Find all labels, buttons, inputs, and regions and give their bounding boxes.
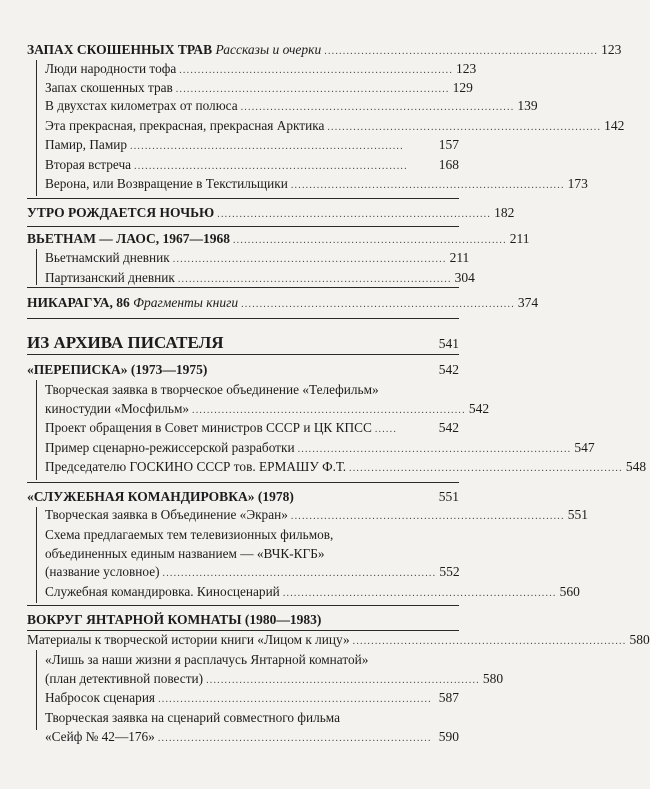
bracket-line: [36, 650, 37, 730]
toc-entry[interactable]: [45, 250, 470, 268]
page-number: 551: [567, 507, 588, 522]
toc-entry[interactable]: [45, 584, 580, 602]
leader-dots: ..........................................................................: [241, 299, 515, 310]
entry-title: Проект обращения в Совет министров СССР и ЦК КПСС: [45, 420, 372, 435]
toc-entry-line[interactable]: Творческая заявка в творческое объединение «Телефильм»: [45, 382, 379, 397]
page-number: 548: [625, 459, 647, 474]
entry-title: Материалы к творческой истории книги «Лицом к лицу»: [27, 632, 350, 647]
section-title: НИКАРАГУА, 86: [27, 295, 130, 310]
section-title: ЗАПАХ СКОШЕННЫХ ТРАВ: [27, 42, 213, 57]
page-number: 139: [517, 98, 538, 113]
section-heading-vietnam[interactable]: [27, 231, 530, 249]
page-number: 560: [559, 584, 580, 599]
toc-entry[interactable]: [45, 564, 459, 582]
toc-entry[interactable]: [45, 98, 538, 116]
leader-dots: ..........................................................................: [232, 235, 507, 246]
toc-entry[interactable]: [45, 137, 459, 155]
page-number: 157: [438, 137, 459, 152]
toc-entry[interactable]: [45, 80, 473, 98]
entry-title: киностудии «Мосфильм»: [45, 401, 190, 416]
entry-title: (название условное): [45, 564, 160, 579]
page-number: 129: [452, 80, 473, 95]
page-number: 590: [438, 729, 459, 744]
bracket-line: [36, 507, 37, 603]
leader-dots: ..........................................................................: [297, 444, 572, 455]
entry-title: Набросок сценария: [45, 690, 156, 705]
page-number: 580: [482, 671, 504, 686]
section-rule: [27, 287, 459, 288]
leader-dots: ..........................................................................: [192, 405, 466, 416]
toc-entry[interactable]: [45, 61, 477, 79]
toc-entry-line[interactable]: «Лишь за наши жизни я расплачусь Янтарной комнатой»: [45, 652, 369, 667]
page-number: 547: [574, 440, 595, 455]
page-number: 182: [494, 205, 515, 220]
toc-entry[interactable]: [45, 440, 595, 458]
toc-entry[interactable]: [27, 632, 650, 650]
section-rule: [27, 354, 459, 355]
section-heading-archive[interactable]: [27, 333, 459, 354]
page-number: 211: [509, 231, 530, 246]
leader-dots: ..........................................................................: [217, 209, 492, 220]
leader-dots: ..........................................................................: [290, 511, 565, 522]
toc-entry[interactable]: [45, 729, 459, 747]
section-title: «ПЕРЕПИСКА» (1973—1975): [27, 362, 208, 377]
section-title: ИЗ АРХИВА ПИСАТЕЛЯ: [27, 333, 224, 352]
section-title: УТРО РОЖДАЕТСЯ НОЧЬЮ: [27, 205, 215, 220]
entry-title: (план детективной повести): [45, 671, 204, 686]
toc-entry[interactable]: [45, 270, 475, 288]
leader-dots: ..........................................................................: [290, 180, 565, 191]
entry-title: Люди народности тофа: [45, 61, 177, 76]
page-number: 173: [567, 176, 588, 191]
toc-entry[interactable]: [45, 118, 625, 136]
section-heading-komandirovka[interactable]: [27, 489, 294, 505]
page-number: 123: [456, 61, 477, 76]
toc-entry[interactable]: [45, 157, 459, 175]
toc-entry-line[interactable]: Творческая заявка на сценарий совместного фильма: [45, 710, 341, 725]
page-number: 580: [629, 632, 650, 647]
section-heading-nicaragua[interactable]: [27, 295, 539, 313]
page-number: 123: [601, 42, 622, 57]
leader-dots: ..........................................................................: [352, 636, 627, 647]
section-heading-yantarnaya[interactable]: [27, 612, 427, 628]
toc-entry-line[interactable]: Схема предлагаемых тем телевизионных фильмов,: [45, 527, 334, 542]
section-rule: [27, 630, 459, 631]
page-number: 542: [438, 420, 459, 435]
entry-title: Служебная командировка. Киносценарий: [45, 584, 280, 599]
page-number: 542: [438, 362, 459, 377]
leader-dots: ..........................................................................: [158, 694, 432, 705]
section-rule: [27, 226, 459, 227]
leader-dots: ..........................................................................: [130, 141, 404, 152]
section-heading-perepiska[interactable]: [27, 362, 207, 378]
page-number: 587: [438, 690, 459, 705]
section-title: ВЬЕТНАМ — ЛАОС, 1967—1968: [27, 231, 230, 246]
page-number: 304: [454, 270, 475, 285]
entry-title: Эта прекрасная, прекрасная, прекрасная Арктика: [45, 118, 325, 133]
section-heading-zapakh[interactable]: [27, 42, 622, 60]
entry-title: Партизанский дневник: [45, 270, 175, 285]
bracket-line: [36, 249, 37, 285]
leader-dots: ......: [374, 424, 398, 435]
section-rule: [27, 318, 459, 319]
toc-entry[interactable]: [45, 459, 647, 477]
page-number: 168: [438, 157, 459, 172]
leader-dots: ..........................................................................: [162, 568, 437, 579]
leader-dots: ..........................................................................: [177, 274, 452, 285]
section-heading-utro[interactable]: [27, 205, 515, 223]
leader-dots: ..........................................................................: [240, 102, 515, 113]
page-number: 541: [438, 336, 459, 351]
page-number: 542: [468, 401, 490, 416]
page-number: 552: [439, 564, 460, 579]
leader-dots: ..........................................................................: [282, 588, 557, 599]
toc-entry[interactable]: [45, 507, 588, 525]
page-number: 551: [438, 489, 459, 504]
section-rule: [27, 605, 459, 606]
entry-title: Вторая встреча: [45, 157, 132, 172]
section-subtitle: Рассказы и очерки: [215, 42, 322, 57]
entry-title: Творческая заявка в Объединение «Экран»: [45, 507, 288, 522]
entry-title: Председателю ГОСКИНО СССР тов. ЕРМАШУ Ф.Т.: [45, 459, 347, 474]
entry-title: Вьетнамский дневник: [45, 250, 170, 265]
leader-dots: ..........................................................................: [327, 122, 602, 133]
leader-dots: ..........................................................................: [134, 161, 408, 172]
entry-title: «Сейф № 42—176»: [45, 729, 155, 744]
entry-title: Верона, или Возвращение в Текстильщики: [45, 176, 288, 191]
leader-dots: ..........................................................................: [172, 254, 447, 265]
toc-entry[interactable]: [45, 690, 459, 708]
leader-dots: ..........................................................................: [175, 84, 450, 95]
page-number: 142: [604, 118, 625, 133]
entry-title: Памир, Памир: [45, 137, 128, 152]
toc-entry[interactable]: [45, 671, 504, 689]
leader-dots: ..........................................................................: [324, 46, 599, 57]
leader-dots: ..........................................................................: [349, 463, 623, 474]
leader-dots: ..........................................................................: [179, 65, 454, 76]
entry-title: Пример сценарно-режиссерской разработки: [45, 440, 295, 455]
page-number: 374: [517, 295, 539, 310]
section-rule: [27, 198, 459, 199]
entry-title: Запах скошенных трав: [45, 80, 173, 95]
section-title: «СЛУЖЕБНАЯ КОМАНДИРОВКА» (1978): [27, 489, 294, 504]
section-subtitle: Фрагменты книги: [133, 295, 239, 310]
section-rule: [27, 482, 459, 483]
toc-entry[interactable]: [45, 176, 588, 194]
section-title: ВОКРУГ ЯНТАРНОЙ КОМНАТЫ (1980—1983): [27, 612, 322, 627]
page-number: 211: [449, 250, 470, 265]
leader-dots: ..........................................................................: [206, 675, 480, 686]
toc-entry[interactable]: [45, 420, 459, 438]
leader-dots: ..........................................................................: [157, 733, 432, 744]
entry-title: В двухстах километрах от полюса: [45, 98, 238, 113]
bracket-line: [36, 60, 37, 196]
toc-entry-line[interactable]: объединенных единым названием — «ВЧК-КГБ»: [45, 546, 325, 561]
bracket-line: [36, 380, 37, 480]
toc-entry[interactable]: [45, 401, 490, 419]
